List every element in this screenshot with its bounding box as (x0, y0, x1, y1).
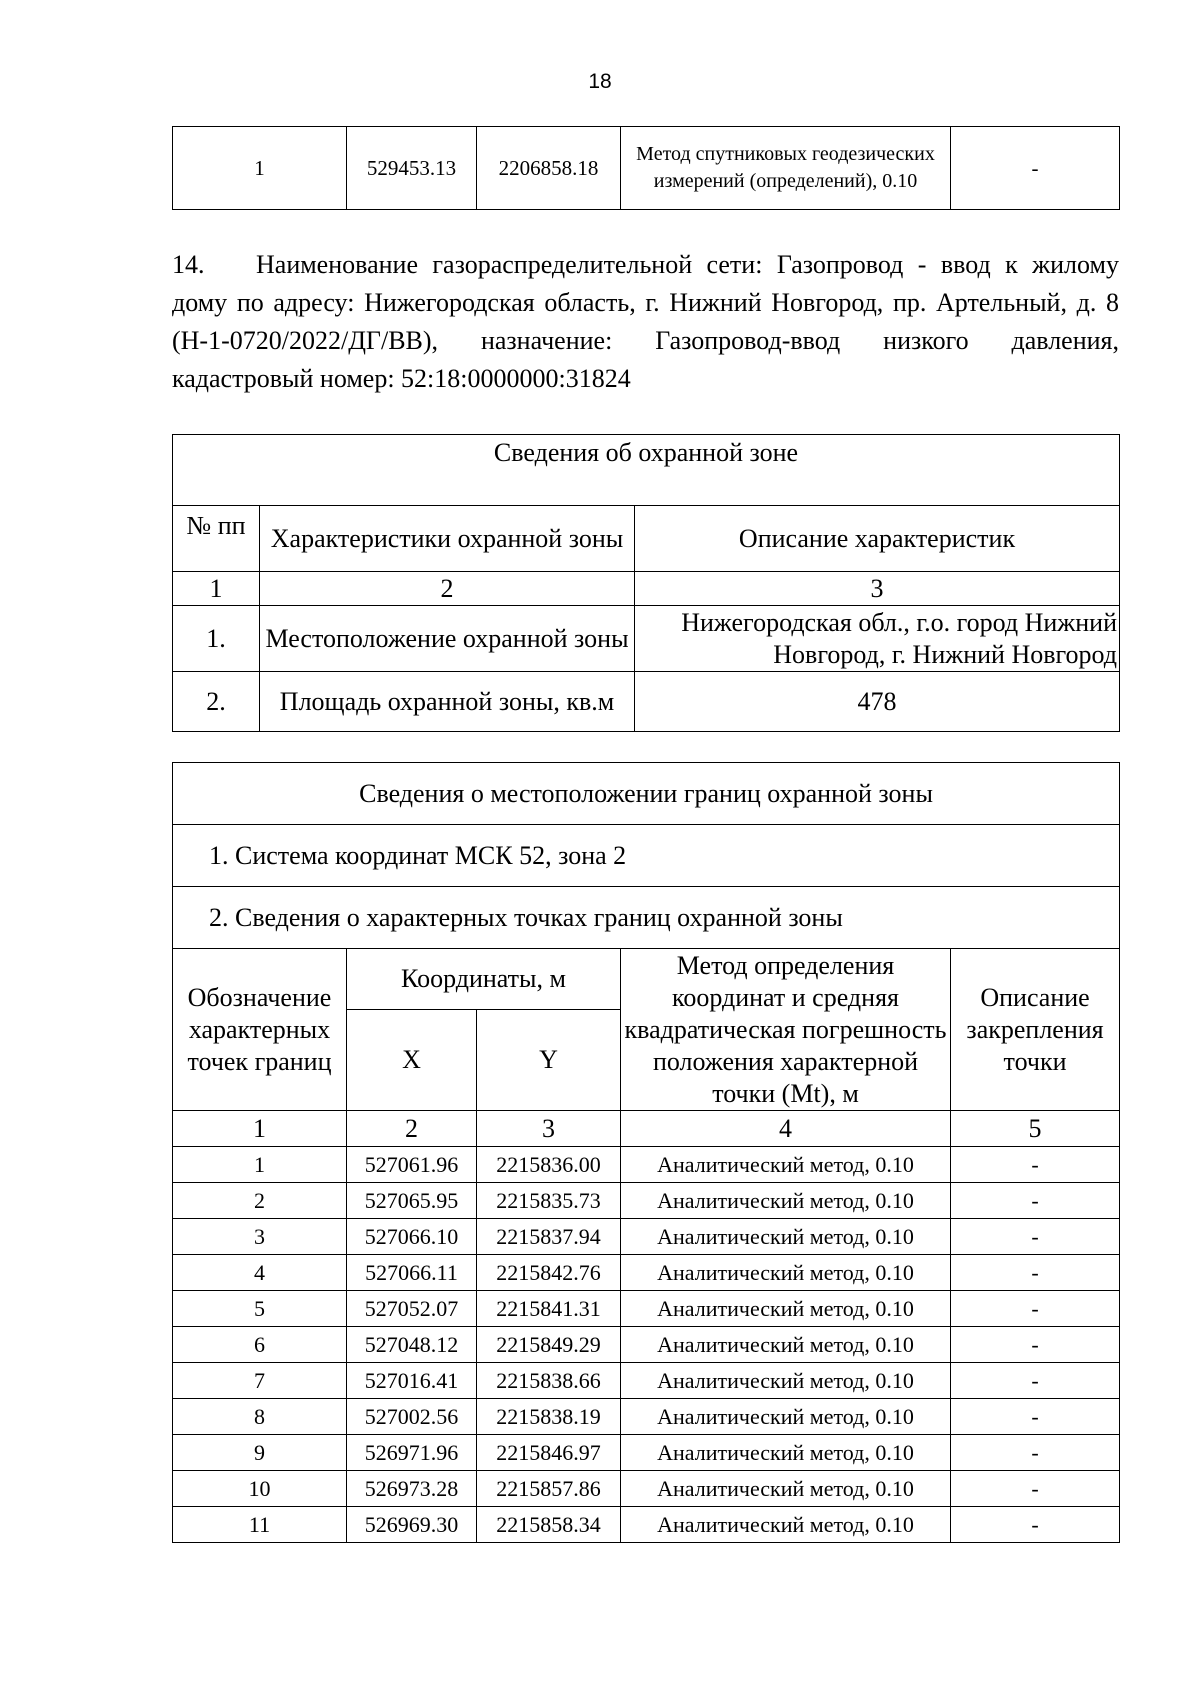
boundary-table (172, 762, 1120, 1543)
coord-x: 527048.12 (347, 1327, 477, 1363)
point-number: 5 (173, 1291, 347, 1327)
coordinate-system: 1. Система координат МСК 52, зона 2 (173, 825, 1120, 887)
fixing: - (951, 1183, 1120, 1219)
coord-y: 2215835.73 (477, 1183, 621, 1219)
method: Аналитический метод, 0.10 (621, 1507, 951, 1543)
continuation-table (172, 126, 1120, 210)
point-number: 8 (173, 1399, 347, 1435)
table-row (173, 1147, 1120, 1183)
coord-x: 529453.13 (347, 127, 477, 210)
table-row (173, 606, 1120, 672)
method: Аналитический метод, 0.10 (621, 1183, 951, 1219)
header-description: Описание характеристик (635, 506, 1120, 572)
method: Аналитический метод, 0.10 (621, 1219, 951, 1255)
coord-x: 527066.10 (347, 1219, 477, 1255)
table-row (173, 1327, 1120, 1363)
coord-y: 2215842.76 (477, 1255, 621, 1291)
protection-zone-table (172, 434, 1120, 732)
header-y: Y (477, 1010, 621, 1111)
coord-x: 527016.41 (347, 1363, 477, 1399)
fixing: - (951, 1435, 1120, 1471)
method: Аналитический метод, 0.10 (621, 1399, 951, 1435)
point-number: 2 (173, 1183, 347, 1219)
fixing: - (951, 1255, 1120, 1291)
coord-y: 2215858.34 (477, 1507, 621, 1543)
method: Аналитический метод, 0.10 (621, 1291, 951, 1327)
bounds-table-title: Сведения о местоположении границ охранной зоны (173, 763, 1120, 825)
paragraph-number: 14. (172, 250, 205, 279)
table-row (173, 1399, 1120, 1435)
table-row (173, 1435, 1120, 1471)
coord-y: 2215857.86 (477, 1471, 621, 1507)
coord-x: 527061.96 (347, 1147, 477, 1183)
point-number: 10 (173, 1471, 347, 1507)
point-number: 4 (173, 1255, 347, 1291)
coord-x: 526973.28 (347, 1471, 477, 1507)
table-row (173, 127, 1120, 210)
point-number: 7 (173, 1363, 347, 1399)
row-description: Нижегородская обл., г.о. город Нижний Новгород, г. Нижний Новгород (635, 606, 1120, 672)
index-cell: 2 (260, 572, 635, 606)
table-row (173, 1291, 1120, 1327)
coord-y: 2206858.18 (477, 127, 621, 210)
paragraph-text: Наименование газораспределительной сети: Газопровод - ввод к жилому дому по адресу: Нижегородская область, г. Нижний Новгород, пр. Артельный, д. 8 (Н-1-0720/2022/ДГ/ВВ), назначение: Газопровод-ввод низкого давления, кадастровый номер: 52:18:0000000:31824 (172, 250, 1119, 393)
coord-x: 526969.30 (347, 1507, 477, 1543)
method: Аналитический метод, 0.10 (621, 1147, 951, 1183)
point-number: 1 (173, 1147, 347, 1183)
fixing: - (951, 1291, 1120, 1327)
header-designation: Обозначение характерных точек границ (173, 949, 347, 1111)
point-number: 1 (173, 127, 347, 210)
page-number: 18 (588, 70, 612, 93)
header-method: Метод определения координат и средняя квадратическая погрешность положения характерной точки (Mt), м (621, 949, 951, 1111)
method: Метод спутниковых геодезических измерений (определений), 0.10 (621, 127, 951, 210)
index-cell: 1 (173, 1111, 347, 1147)
coord-x: 527066.11 (347, 1255, 477, 1291)
row-number: 1. (173, 606, 260, 672)
table-row (173, 1471, 1120, 1507)
coord-y: 2215849.29 (477, 1327, 621, 1363)
zone-table-title: Сведения об охранной зоне (173, 435, 1120, 506)
row-characteristic: Площадь охранной зоны, кв.м (260, 672, 635, 732)
index-cell: 4 (621, 1111, 951, 1147)
fixing: - (951, 1399, 1120, 1435)
coord-y: 2215836.00 (477, 1147, 621, 1183)
fixing: - (951, 1219, 1120, 1255)
fixing: - (951, 1507, 1120, 1543)
index-cell: 5 (951, 1111, 1120, 1147)
header-fixing: Описание закрепления точки (951, 949, 1120, 1111)
coord-x: 527052.07 (347, 1291, 477, 1327)
coord-x: 527065.95 (347, 1183, 477, 1219)
table-row (173, 1255, 1120, 1291)
method: Аналитический метод, 0.10 (621, 1471, 951, 1507)
coord-y: 2215846.97 (477, 1435, 621, 1471)
coord-y: 2215838.66 (477, 1363, 621, 1399)
header-characteristics: Характеристики охранной зоны (260, 506, 635, 572)
point-number: 9 (173, 1435, 347, 1471)
table-row (173, 1507, 1120, 1543)
coord-x: 526971.96 (347, 1435, 477, 1471)
method: Аналитический метод, 0.10 (621, 1363, 951, 1399)
coord-x: 527002.56 (347, 1399, 477, 1435)
row-characteristic: Местоположение охранной зоны (260, 606, 635, 672)
row-number: 2. (173, 672, 260, 732)
header-x: X (347, 1010, 477, 1111)
method: Аналитический метод, 0.10 (621, 1327, 951, 1363)
fixing: - (951, 127, 1120, 210)
point-number: 3 (173, 1219, 347, 1255)
header-coordinates: Координаты, м (347, 949, 621, 1010)
fixing: - (951, 1363, 1120, 1399)
row-description: 478 (635, 672, 1120, 732)
index-cell: 2 (347, 1111, 477, 1147)
coord-y: 2215841.31 (477, 1291, 621, 1327)
table-row (173, 1363, 1120, 1399)
coord-y: 2215838.19 (477, 1399, 621, 1435)
index-cell: 3 (635, 572, 1120, 606)
network-description (172, 246, 1119, 398)
index-cell: 1 (173, 572, 260, 606)
fixing: - (951, 1147, 1120, 1183)
fixing: - (951, 1327, 1120, 1363)
point-number: 11 (173, 1507, 347, 1543)
table-row (173, 1183, 1120, 1219)
method: Аналитический метод, 0.10 (621, 1435, 951, 1471)
index-cell: 3 (477, 1111, 621, 1147)
header-number: № пп (173, 506, 260, 572)
coord-y: 2215837.94 (477, 1219, 621, 1255)
table-row (173, 672, 1120, 732)
table-row (173, 1219, 1120, 1255)
point-number: 6 (173, 1327, 347, 1363)
points-title: 2. Сведения о характерных точках границ охранной зоны (173, 887, 1120, 949)
method: Аналитический метод, 0.10 (621, 1255, 951, 1291)
fixing: - (951, 1471, 1120, 1507)
